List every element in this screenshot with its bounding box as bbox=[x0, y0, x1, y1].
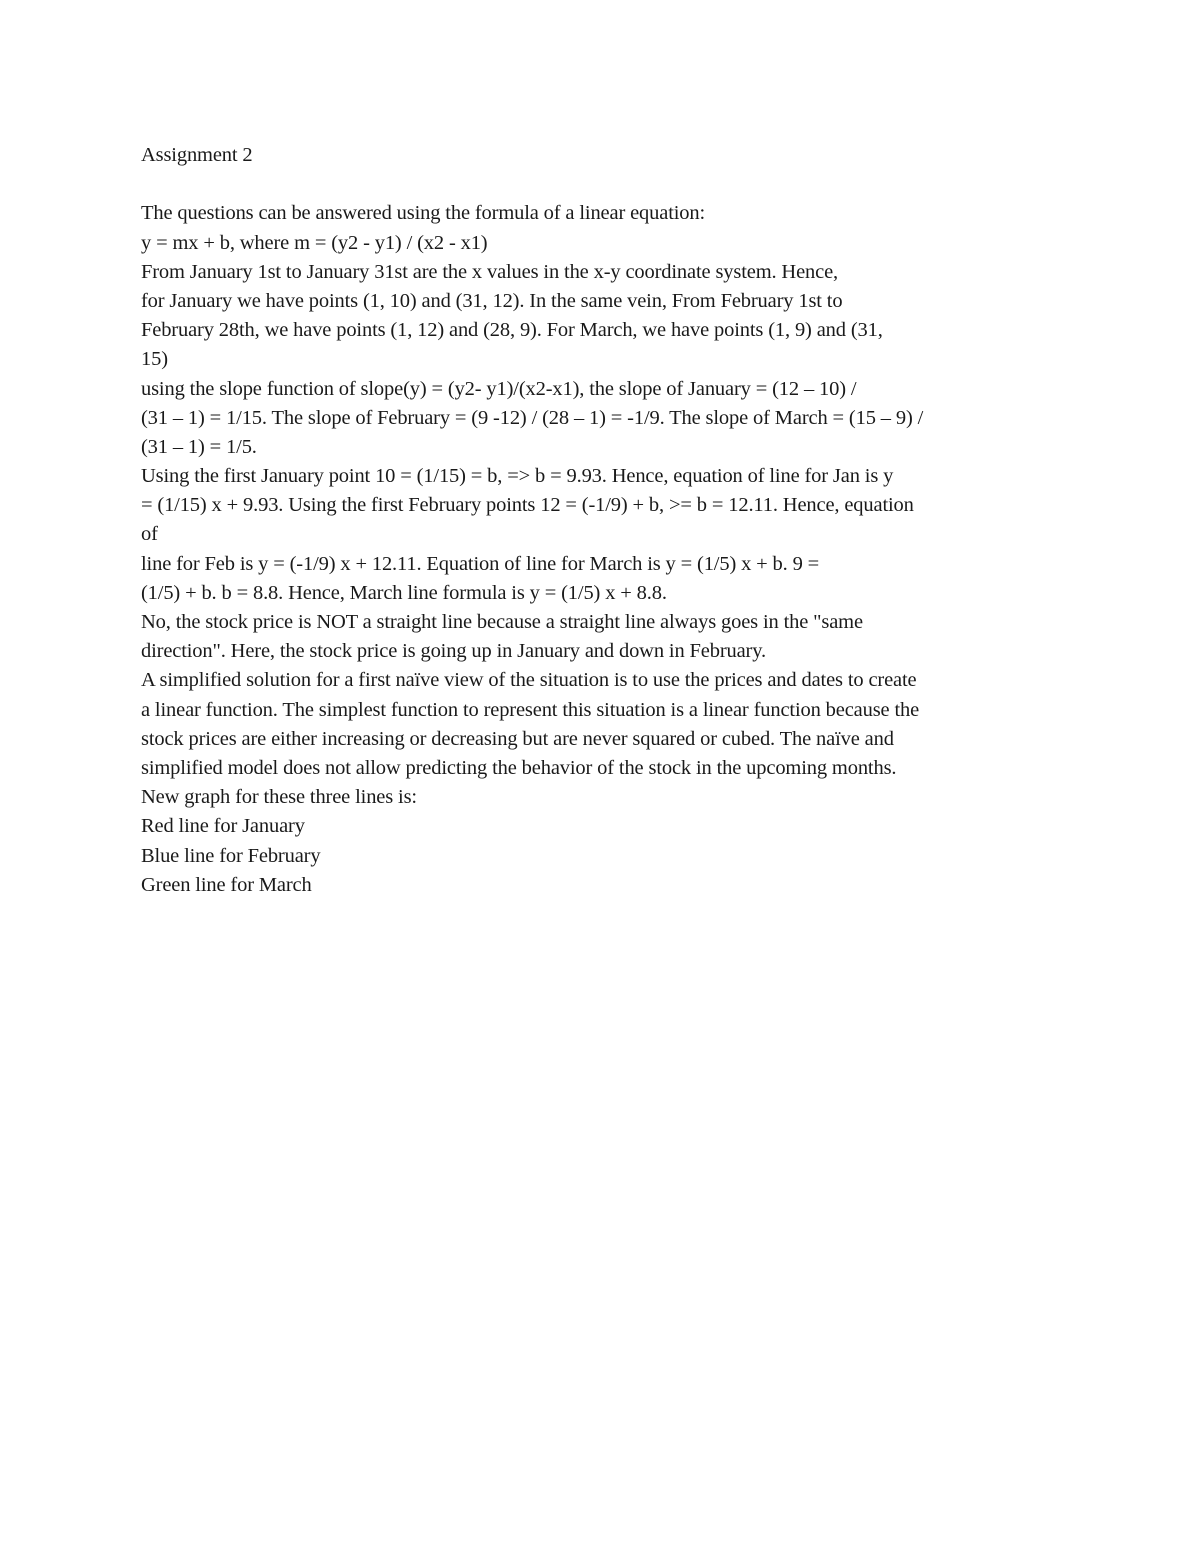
text-line: Blue line for February bbox=[141, 844, 321, 867]
text-line: The questions can be answered using the formula of a linear equation: bbox=[141, 202, 706, 225]
text-line: (31 – 1) = 1/5. bbox=[141, 435, 257, 458]
text-line: y = mx + b, where m = (y2 - y1) / (x2 - x1) bbox=[141, 231, 488, 254]
text-line: for January we have points (1, 10) and (31, 12). In the same vein, From February 1st to bbox=[141, 289, 843, 312]
text-line: a linear function. The simplest function to represent this situation is a linear function because the bbox=[141, 698, 920, 721]
text-line: New graph for these three lines is: bbox=[141, 786, 417, 809]
text-line: (1/5) + b. b = 8.8. Hence, March line formula is y = (1/5) x + 8.8. bbox=[141, 581, 667, 604]
text-line: direction". Here, the stock price is going up in January and down in February. bbox=[141, 640, 766, 663]
text-line: Green line for March bbox=[141, 873, 312, 896]
text-line: A simplified solution for a first naïve view of the situation is to use the prices and dates to create bbox=[141, 669, 917, 692]
text-line: simplified model does not allow predicting the behavior of the stock in the upcoming months. bbox=[141, 756, 897, 779]
text-line: of bbox=[141, 523, 158, 546]
text-line: = (1/15) x + 9.93. Using the first February points 12 = (-1/9) + b, >= b = 12.11. Hence, equation bbox=[141, 494, 914, 517]
document-body bbox=[141, 141, 1071, 900]
text-line: February 28th, we have points (1, 12) and (28, 9). For March, we have points (1, 9) and (31, bbox=[141, 319, 883, 342]
document-title: Assignment 2 bbox=[141, 144, 253, 166]
text-line: Red line for January bbox=[141, 815, 305, 838]
text-line: using the slope function of slope(y) = (y2- y1)/(x2-x1), the slope of January = (12 – 10) / bbox=[141, 377, 857, 400]
text-line: No, the stock price is NOT a straight line because a straight line always goes in the "same bbox=[141, 611, 863, 633]
text-line: line for Feb is y = (-1/9) x + 12.11. Equation of line for March is y = (1/5) x + b. 9 = bbox=[141, 552, 820, 575]
text-line: From January 1st to January 31st are the x values in the x-y coordinate system. Hence, bbox=[141, 260, 839, 283]
text-line: (31 – 1) = 1/15. The slope of February = (9 -12) / (28 – 1) = -1/9. The slope of March = (15 – 9) / bbox=[141, 406, 924, 429]
text-line: Using the first January point 10 = (1/15) = b, => b = 9.93. Hence, equation of line for Jan is y bbox=[141, 465, 894, 488]
text-line: 15) bbox=[141, 348, 168, 371]
text-line: stock prices are either increasing or decreasing but are never squared or cubed. The naïve and bbox=[141, 727, 894, 750]
